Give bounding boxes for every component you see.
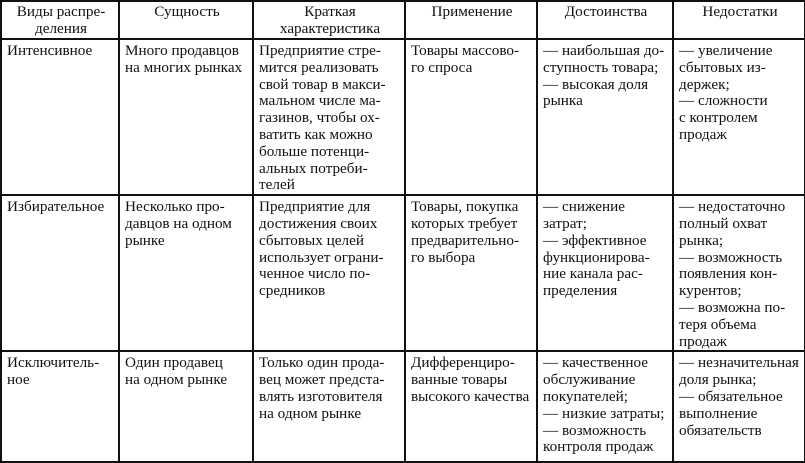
cell-distribution-type: Избирательное: [1, 195, 119, 351]
cell-essence: Один продавец на одном рынке: [119, 351, 253, 462]
cell-advantages: — снижение затрат; — эффективное функционирова- ние канала рас- пределения: [537, 195, 673, 351]
cell-short-description: Только один прода- вец может предста- влять изготовителя на одном рынке: [253, 351, 405, 462]
header-advantages: Достоинства: [537, 1, 673, 39]
header-disadvantages: Недостатки: [673, 1, 805, 39]
cell-application: Дифференциро- ванные товары высокого качества: [405, 351, 537, 462]
cell-distribution-type: Интенсивное: [1, 39, 119, 195]
header-distribution-type: Виды распре- деления: [1, 1, 119, 39]
cell-advantages: — наибольшая до- ступность товара; — высокая доля рынка: [537, 39, 673, 195]
cell-disadvantages: — недостаточно полный охват рынка; — возможность появления кон- курентов; — возможна по- теря объема продаж: [673, 195, 805, 351]
cell-distribution-type: Исключитель- ное: [1, 351, 119, 462]
table-row: [1, 39, 805, 195]
cell-essence: Много продавцов на многих рынках: [119, 39, 253, 195]
cell-application: Товары, покупка которых требует предварительно- го выбора: [405, 195, 537, 351]
cell-short-description: Предприятие для достижения своих сбытовых целей использует ограни- ченное число по- средников: [253, 195, 405, 351]
table-row: [1, 195, 805, 351]
header-application: Применение: [405, 1, 537, 39]
cell-essence: Несколько про- давцов на одном рынке: [119, 195, 253, 351]
header-essence: Сущность: [119, 1, 253, 39]
cell-disadvantages: — незначительная доля рынка; — обязательное выполнение обязательств: [673, 351, 805, 462]
cell-short-description: Предприятие стре- мится реализовать свой товар в макси- мальном числе ма- газинов, чтобы ох- ватить как можно больше потенци- альных потреби- телей: [253, 39, 405, 195]
cell-disadvantages: — увеличение сбытовых из- держек; — сложности с контролем продаж: [673, 39, 805, 195]
cell-advantages: — качественное обслуживание покупателей; — низкие затраты; — возможность контроля продаж: [537, 351, 673, 462]
header-short-description: Краткая характеристика: [253, 1, 405, 39]
table-header-row: [1, 1, 805, 39]
table-row: [1, 351, 805, 462]
cell-application: Товары массово- го спроса: [405, 39, 537, 195]
